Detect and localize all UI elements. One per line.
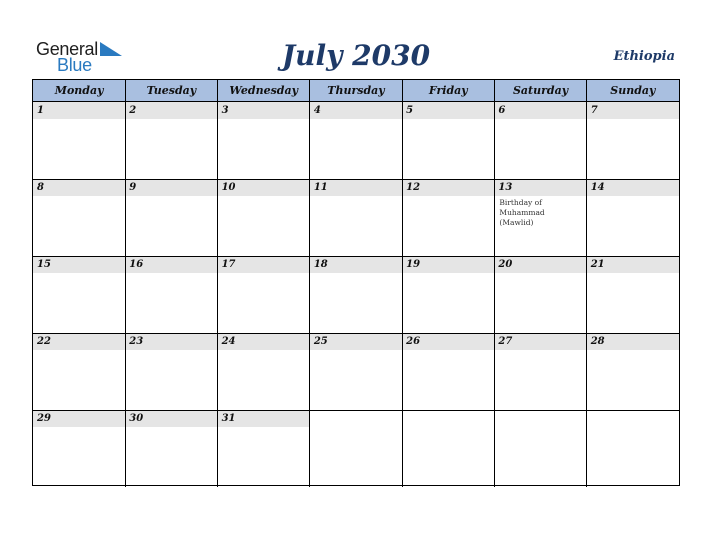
calendar-week-row <box>33 410 679 487</box>
day-number: 26 <box>406 336 421 347</box>
calendar-day-cell <box>125 410 217 487</box>
calendar-day-cell <box>310 102 402 179</box>
day-number-bar <box>587 410 679 427</box>
day-number-bar <box>494 102 586 119</box>
day-number: 10 <box>221 182 236 193</box>
grid-divider <box>402 179 403 256</box>
weekday-header-wednesday: Wednesday <box>229 84 298 97</box>
calendar-day-cell <box>402 333 494 410</box>
grid-divider <box>494 333 495 410</box>
day-number-bar <box>33 102 125 119</box>
day-number-bar <box>218 102 310 119</box>
grid-divider <box>33 179 679 180</box>
day-number: 30 <box>129 413 144 424</box>
day-number: 6 <box>498 105 506 116</box>
grid-divider <box>33 410 679 411</box>
day-number: 13 <box>498 182 513 193</box>
day-number-bar <box>125 179 217 196</box>
grid-divider <box>586 333 587 410</box>
grid-divider <box>309 410 310 487</box>
day-number-bar <box>310 410 402 427</box>
day-number-bar <box>310 102 402 119</box>
day-number: 15 <box>37 259 51 270</box>
day-number-bar <box>402 410 494 427</box>
grid-divider <box>494 256 495 333</box>
grid-divider <box>309 256 310 333</box>
calendar-day-cell <box>402 410 494 487</box>
grid-divider <box>586 410 587 487</box>
grid-divider <box>402 333 403 410</box>
day-number-bar <box>125 102 217 119</box>
calendar-day-cell <box>402 256 494 333</box>
day-number: 20 <box>498 259 513 270</box>
day-number: 12 <box>406 182 421 193</box>
day-number: 7 <box>590 105 598 116</box>
calendar-day-cell <box>494 256 586 333</box>
day-number: 27 <box>498 336 513 347</box>
calendar-day-cell <box>310 179 402 256</box>
weekday-header-row <box>33 80 679 102</box>
grid-divider <box>33 333 679 334</box>
calendar-day-cell <box>402 102 494 179</box>
calendar-week-row <box>33 256 679 333</box>
calendar-day-cell <box>125 102 217 179</box>
day-number: 18 <box>313 259 328 270</box>
grid-divider <box>402 256 403 333</box>
grid-divider <box>586 179 587 256</box>
calendar-day-cell <box>494 102 586 179</box>
calendar-day-cell <box>587 333 679 410</box>
grid-divider <box>309 102 310 179</box>
grid-divider <box>309 179 310 256</box>
calendar-title: July 2030 <box>281 39 431 72</box>
grid-divider <box>33 256 679 257</box>
weekday-header-friday: Friday <box>428 84 468 97</box>
day-number-bar <box>494 410 586 427</box>
calendar-day-cell <box>33 333 125 410</box>
holiday-event: Birthday of Muhammad (Mawlid) <box>499 198 545 227</box>
grid-divider <box>217 333 218 410</box>
grid-divider <box>494 80 495 101</box>
calendar-grid <box>32 79 680 486</box>
calendar-day-cell <box>33 410 125 487</box>
day-number: 29 <box>37 413 51 424</box>
grid-divider <box>125 256 126 333</box>
day-number-bar <box>33 179 125 196</box>
grid-divider <box>125 102 126 179</box>
grid-divider <box>309 333 310 410</box>
grid-divider <box>494 102 495 179</box>
day-number: 14 <box>590 182 605 193</box>
calendar-day-cell <box>587 256 679 333</box>
calendar-day-cell <box>310 256 402 333</box>
weekday-header-thursday: Thursday <box>327 84 385 97</box>
grid-divider <box>586 80 587 101</box>
grid-divider <box>217 256 218 333</box>
calendar-day-cell <box>587 102 679 179</box>
grid-divider <box>309 80 310 101</box>
calendar-day-cell <box>125 179 217 256</box>
calendar-day-cell <box>218 102 310 179</box>
calendar-week-row <box>33 179 679 256</box>
grid-divider <box>586 256 587 333</box>
day-number: 28 <box>590 336 605 347</box>
calendar-day-cell <box>494 333 586 410</box>
calendar-day-cell <box>125 256 217 333</box>
calendar-day-cell <box>125 333 217 410</box>
grid-divider <box>125 410 126 487</box>
day-number: 1 <box>37 105 44 116</box>
grid-divider <box>402 102 403 179</box>
calendar-day-cell <box>218 179 310 256</box>
calendar-day-cell <box>218 333 310 410</box>
day-number: 23 <box>129 336 144 347</box>
day-number: 3 <box>221 105 229 116</box>
calendar-day-cell <box>33 179 125 256</box>
calendar-day-cell <box>587 410 679 487</box>
weekday-header-saturday: Saturday <box>512 84 569 97</box>
country-label: Ethiopia <box>613 49 675 64</box>
logo-general-text: General <box>36 39 98 59</box>
calendar-day-cell <box>218 256 310 333</box>
day-number: 8 <box>37 182 44 193</box>
calendar-day-cell <box>218 410 310 487</box>
day-number: 16 <box>129 259 144 270</box>
logo-blue-text: Blue <box>57 55 92 75</box>
day-number: 25 <box>313 336 328 347</box>
grid-divider <box>217 80 218 101</box>
grid-divider <box>586 102 587 179</box>
grid-divider <box>402 410 403 487</box>
day-number: 31 <box>221 413 236 424</box>
grid-divider <box>402 80 403 101</box>
grid-divider <box>494 410 495 487</box>
day-number: 2 <box>129 105 137 116</box>
weekday-header-monday: Monday <box>54 84 104 97</box>
day-number: 24 <box>221 336 236 347</box>
calendar-week-row <box>33 102 679 179</box>
calendar-day-cell <box>310 410 402 487</box>
day-number: 21 <box>590 259 605 270</box>
grid-divider <box>494 179 495 256</box>
weekday-header-tuesday: Tuesday <box>146 84 197 97</box>
calendar-day-cell <box>587 179 679 256</box>
day-number: 19 <box>406 259 421 270</box>
day-number: 11 <box>313 182 328 193</box>
grid-divider <box>125 80 126 101</box>
calendar-day-cell <box>310 333 402 410</box>
day-number: 9 <box>129 182 137 193</box>
day-number: 17 <box>221 259 236 270</box>
grid-divider <box>217 179 218 256</box>
calendar-day-cell <box>402 179 494 256</box>
calendar-week-row <box>33 333 679 410</box>
day-number: 5 <box>406 105 414 116</box>
day-number: 4 <box>313 105 321 116</box>
day-number-bar <box>402 102 494 119</box>
grid-divider <box>125 179 126 256</box>
grid-divider <box>217 410 218 487</box>
calendar-day-cell <box>33 102 125 179</box>
day-number: 22 <box>37 336 51 347</box>
grid-divider <box>217 102 218 179</box>
calendar-day-cell <box>494 410 586 487</box>
calendar-day-cell <box>33 256 125 333</box>
grid-divider <box>125 333 126 410</box>
day-number-bar <box>587 102 679 119</box>
weekday-header-sunday: Sunday <box>610 84 656 97</box>
calendar-day-cell <box>494 179 586 256</box>
